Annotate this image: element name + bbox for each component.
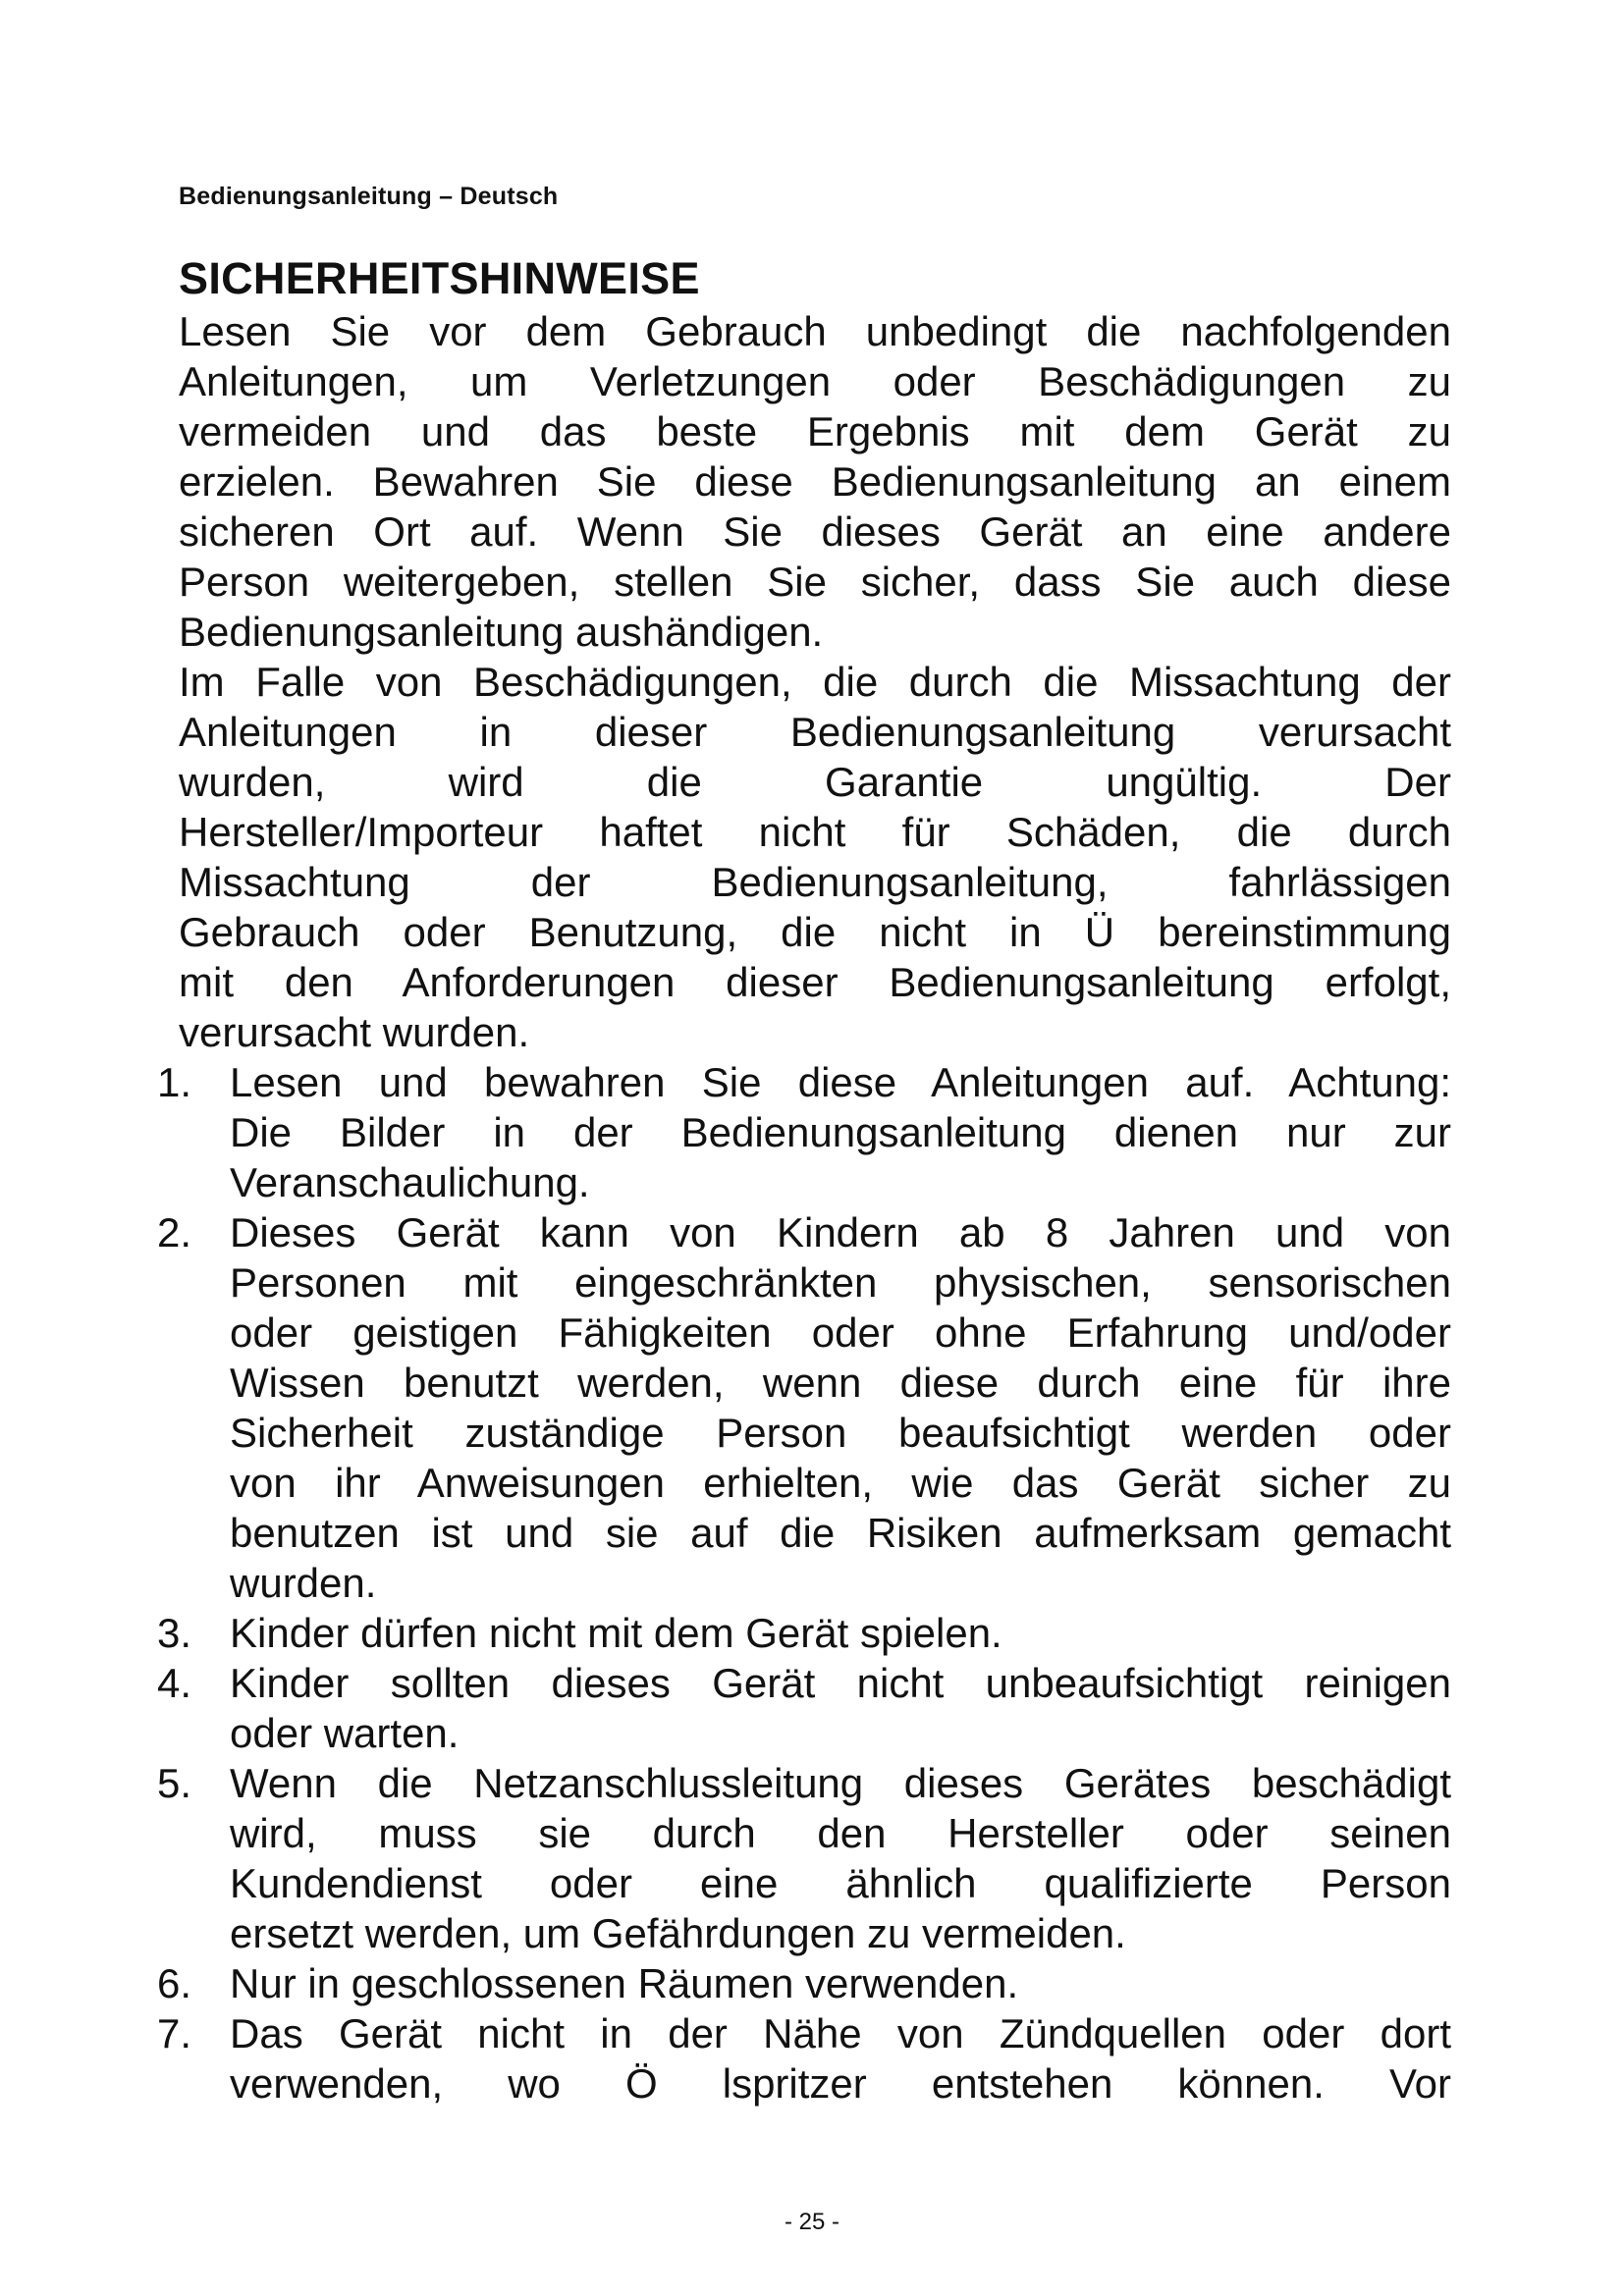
list-item-line: Kundendienst oder eine ähnlich qualifizierte Person [230, 1860, 1451, 1906]
intro-line: Person weitergeben, stellen Sie sicher, dass Sie auch diese [179, 559, 1451, 605]
warranty-line: Gebrauch oder Benutzung, die nicht in Ü bereinstimmung [179, 909, 1451, 955]
list-item-line: ersetzt werden, um Gefährdungen zu vermeiden. [230, 1910, 1126, 1956]
list-item-line: benutzen ist und sie auf die Risiken aufmerksam gemacht [230, 1510, 1451, 1556]
list-item-line: Das Gerät nicht in der Nähe von Zündquellen oder dort [230, 2010, 1451, 2056]
list-item-number: 5. [157, 1760, 192, 1806]
list-item-line: Veranschaulichung. [230, 1159, 590, 1205]
list-item-number: 7. [157, 2010, 192, 2056]
intro-line: Anleitungen, um Verletzungen oder Beschädigungen zu [179, 358, 1451, 404]
list-item-line: wird, muss sie durch den Hersteller oder seinen [230, 1810, 1451, 1856]
list-item-number: 2. [157, 1209, 192, 1255]
list-item [157, 1658, 1451, 1758]
list-item-number: 4. [157, 1660, 192, 1706]
list-item [157, 1207, 1451, 1608]
warranty-line: Anleitungen in dieser Bedienungsanleitung verursacht [179, 709, 1451, 755]
list-item-line: wurden. [230, 1560, 377, 1606]
list-item-number: 3. [157, 1610, 192, 1656]
intro-line: erzielen. Bewahren Sie diese Bedienungsanleitung an einem [179, 458, 1451, 505]
safety-section [157, 253, 1451, 2109]
list-item-line: Wenn die Netzanschlussleitung dieses Gerätes beschädigt [230, 1760, 1451, 1806]
list-item-line: Kinder dürfen nicht mit dem Gerät spielen. [230, 1610, 1002, 1656]
list-item [157, 1958, 1451, 2008]
list-item-line: von ihr Anweisungen erhielten, wie das Gerät sicher zu [230, 1460, 1451, 1506]
list-item-line: Personen mit eingeschränkten physischen, sensorischen [230, 1259, 1451, 1306]
list-item-number: 1. [157, 1059, 192, 1105]
list-item-line: Die Bilder in der Bedienungsanleitung dienen nur zur [230, 1109, 1451, 1155]
warranty-line: Missachtung der Bedienungsanleitung, fahrlässigen [179, 859, 1451, 905]
warranty-line: mit den Anforderungen dieser Bedienungsanleitung erfolgt, [179, 959, 1451, 1005]
list-item-line: oder geistigen Fähigkeiten oder ohne Erfahrung und/oder [230, 1309, 1451, 1356]
list-item-line: Sicherheit zuständige Person beaufsichtigt werden oder [230, 1410, 1451, 1456]
list-item-line: Wissen benutzt werden, wenn diese durch eine für ihre [230, 1360, 1451, 1406]
warranty-line: Hersteller/Importeur haftet nicht für Schäden, die durch [179, 809, 1451, 855]
section-title: SICHERHEITSHINWEISE [179, 253, 700, 303]
list-item-line: verwenden, wo Ö lspritzer entstehen können. Vor [230, 2060, 1451, 2107]
list-item-line: Nur in geschlossenen Räumen verwenden. [230, 1960, 1019, 2006]
list-item-line: Kinder sollten dieses Gerät nicht unbeaufsichtigt reinigen [230, 1660, 1451, 1706]
list-item-line: Dieses Gerät kann von Kindern ab 8 Jahren und von [230, 1209, 1451, 1255]
list-item [157, 1608, 1451, 1658]
warranty-line: Im Falle von Beschädigungen, die durch die Missachtung der [179, 659, 1451, 705]
list-item-number: 6. [157, 1960, 192, 2006]
warranty-line: verursacht wurden. [179, 1009, 530, 1055]
list-item [157, 1057, 1451, 1207]
intro-line: sicheren Ort auf. Wenn Sie dieses Gerät an eine andere [179, 508, 1451, 555]
warranty-line: wurden, wird die Garantie ungültig. Der [179, 759, 1451, 805]
warranty-paragraph [179, 657, 1451, 1057]
header-label: Bedienungsanleitung – Deutsch [179, 183, 559, 210]
list-item-line: Lesen und bewahren Sie diese Anleitungen auf. Achtung: [230, 1059, 1451, 1105]
page-number: - 25 - [784, 2209, 839, 2235]
list-item [157, 2008, 1451, 2109]
intro-line: Bedienungsanleitung aushändigen. [179, 609, 824, 655]
list-item-line: oder warten. [230, 1710, 460, 1756]
list-item [157, 1758, 1451, 1958]
intro-paragraph [179, 306, 1451, 657]
intro-line: Lesen Sie vor dem Gebrauch unbedingt die nachfolgenden [179, 308, 1451, 354]
intro-line: vermeiden und das beste Ergebnis mit dem Gerät zu [179, 408, 1451, 454]
safety-list [157, 1057, 1451, 2109]
